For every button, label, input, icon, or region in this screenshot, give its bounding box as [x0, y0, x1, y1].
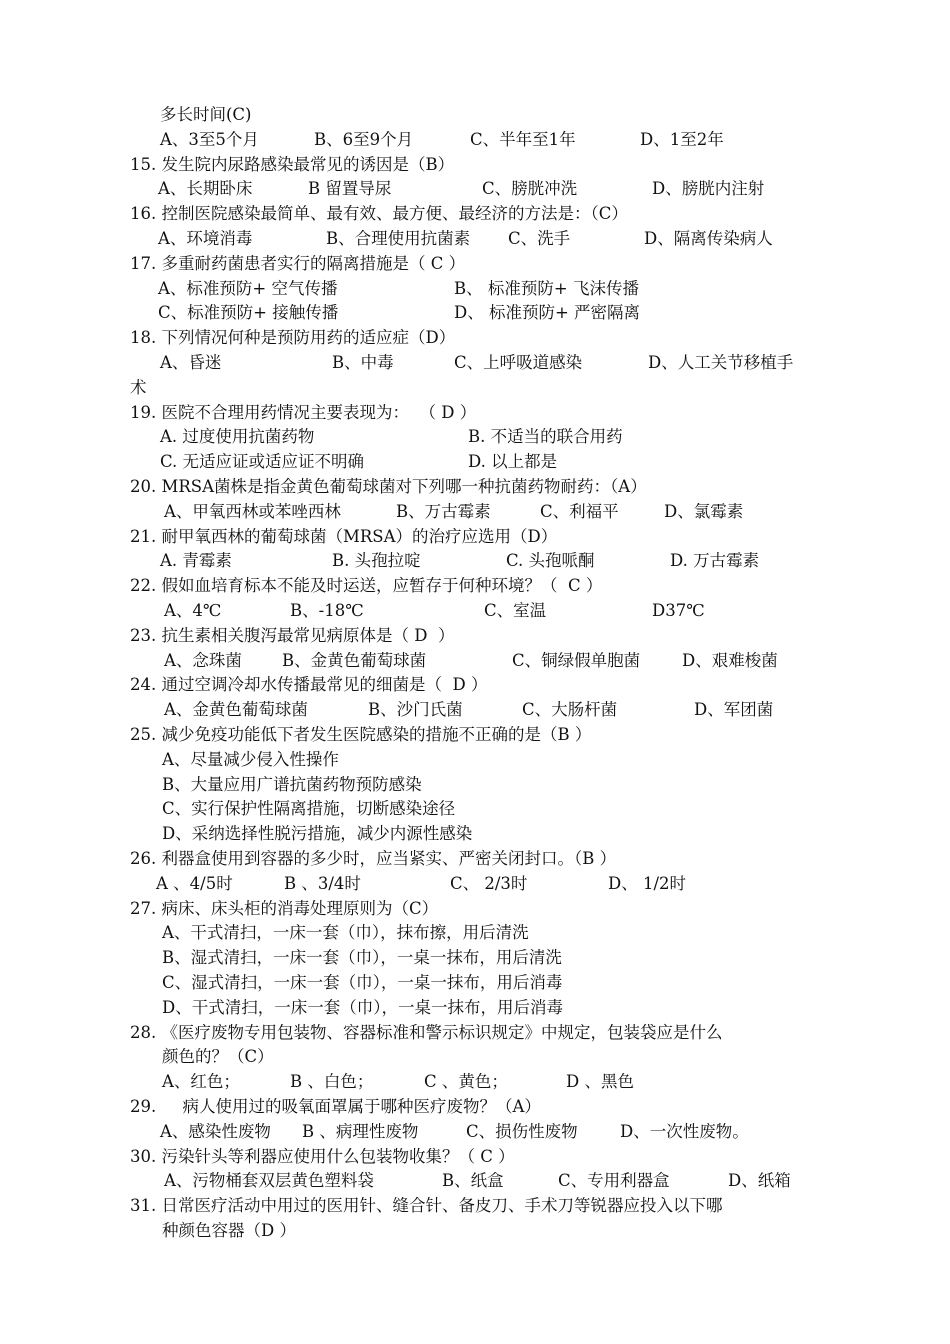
text-line: 21. 耐甲氧西林的葡萄球菌（MRSA）的治疗应选用（D） [130, 527, 558, 546]
answer-option: A、红色； [162, 1072, 240, 1091]
answer-option: B、合理使用抗菌素 [326, 229, 471, 248]
options-row [0, 426, 950, 450]
text-line: 17. 多重耐药菌患者实行的隔离措施是（ C ） [130, 254, 466, 273]
answer-option: D、氯霉素 [664, 502, 744, 521]
answer-option: A、4℃ [164, 601, 222, 620]
answer-option: D. 以上都是 [468, 452, 558, 471]
text-line: 31. 日常医疗活动中用过的医用针、缝合针、备皮刀、手术刀等锐器应投入以下哪 [130, 1196, 723, 1215]
answer-option: D. 万古霉素 [670, 551, 760, 570]
answer-option: D、人工关节移植手 [648, 353, 794, 372]
text-line: 30. 污染针头等利器应使用什么包装物收集？（ C ） [130, 1147, 515, 1166]
answer-option: B. 不适当的联合用药 [468, 427, 623, 446]
options-row [0, 873, 950, 897]
answer-option: A、标准预防+ 空气传播 [158, 279, 338, 298]
answer-option: B 、病理性废物 [302, 1122, 419, 1141]
options-row [0, 1121, 950, 1145]
answer-option: A、污物桶套双层黄色塑料袋 [164, 1171, 374, 1190]
answer-option: B、沙门氏菌 [368, 700, 463, 719]
answer-option: B、6至9个月 [314, 130, 414, 149]
answer-option: C、专用利器盒 [558, 1171, 670, 1190]
answer-option: C、损伤性废物 [466, 1122, 578, 1141]
answer-option: B、-18℃ [290, 601, 364, 620]
answer-option: A 、4/5时 [156, 874, 233, 893]
answer-option: D 、黑色 [566, 1072, 634, 1091]
options-row [0, 1071, 950, 1095]
answer-option: A、环境消毒 [158, 229, 253, 248]
text-line: 19. 医院不合理用药情况主要表现为： （ D ） [130, 403, 477, 422]
options-row [0, 600, 950, 624]
options-row [0, 352, 950, 376]
answer-option: B、 标准预防+ 飞沫传播 [454, 279, 639, 298]
answer-option: C、标准预防+ 接触传播 [158, 303, 339, 322]
options-row [0, 278, 950, 302]
answer-option: C. 无适应证或适应证不明确 [160, 452, 365, 471]
answer-option: C 、黄色； [424, 1072, 508, 1091]
text-line: A、尽量减少侵入性操作 [162, 750, 339, 769]
answer-option: A、3至5个月 [160, 130, 259, 149]
options-row [0, 178, 950, 202]
text-line: B、湿式清扫，一床一套（巾），一桌一抹布，用后清洗 [162, 948, 562, 967]
options-row [0, 129, 950, 153]
options-row [0, 550, 950, 574]
answer-option: C、膀胱冲洗 [482, 179, 578, 198]
answer-option: A、念珠菌 [164, 651, 242, 670]
answer-option: C、半年至1年 [470, 130, 576, 149]
answer-option: A. 青霉素 [160, 551, 232, 570]
text-line: 25. 减少免疫功能低下者发生医院感染的措施不正确的是（B ） [130, 725, 592, 744]
answer-option: B 、3/4时 [284, 874, 361, 893]
answer-option: C、 2/3时 [450, 874, 528, 893]
text-line: C、湿式清扫，一床一套（巾），一桌一抹布，用后消毒 [162, 973, 563, 992]
answer-option: B、金黄色葡萄球菌 [282, 651, 427, 670]
options-row [0, 650, 950, 674]
options-row [0, 451, 950, 475]
answer-option: B 留置导尿 [308, 179, 392, 198]
text-line: 多长时间(C) [160, 105, 252, 124]
answer-option: B、纸盒 [442, 1171, 504, 1190]
options-row [0, 699, 950, 723]
text-line: 28. 《医疗废物专用包装物、容器标准和警示标识规定》中规定，包装袋应是什么 [130, 1023, 723, 1042]
answer-option: B 、白色； [290, 1072, 374, 1091]
text-line: 29. 病人使用过的吸氧面罩属于哪种医疗废物？（A） [130, 1097, 541, 1116]
text-line: 22. 假如血培育标本不能及时运送，应暂存于何种环境？（ C ） [130, 576, 603, 595]
answer-option: D、1至2年 [640, 130, 724, 149]
text-line: 术 [130, 378, 147, 397]
answer-option: D、膀胱内注射 [652, 179, 765, 198]
text-line: 15. 发生院内尿路感染最常见的诱因是（B） [130, 155, 455, 174]
answer-option: A、长期卧床 [158, 179, 253, 198]
text-line: 颜色的？（C） [162, 1047, 274, 1066]
answer-option: C. 头孢哌酮 [506, 551, 595, 570]
text-line: 16. 控制医院感染最简单、最有效、最方便、最经济的方法是：（C） [130, 204, 628, 223]
answer-option: D、军团菌 [694, 700, 774, 719]
answer-option: A. 过度使用抗菌药物 [160, 427, 315, 446]
answer-option: A、感染性废物 [160, 1122, 271, 1141]
text-line: 24. 通过空调冷却水传播最常见的细菌是（ D ） [130, 675, 488, 694]
answer-option: B、万古霉素 [396, 502, 491, 521]
options-row [0, 1170, 950, 1194]
text-line: B、大量应用广谱抗菌药物预防感染 [162, 775, 422, 794]
answer-option: C、大肠杆菌 [522, 700, 618, 719]
text-line: D、采纳选择性脱污措施，减少内源性感染 [162, 824, 473, 843]
text-line: 26. 利器盒使用到容器的多少时，应当紧实、严密关闭封口。（B ） [130, 849, 617, 868]
answer-option: D、 1/2时 [608, 874, 687, 893]
answer-option: C、利福平 [540, 502, 619, 521]
answer-option: D、纸箱 [728, 1171, 791, 1190]
answer-option: D、隔离传染病人 [644, 229, 773, 248]
options-row [0, 501, 950, 525]
answer-option: A、甲氧西林或苯唑西林 [164, 502, 341, 521]
answer-option: B. 头孢拉啶 [332, 551, 421, 570]
options-row [0, 302, 950, 326]
text-line: 18. 下列情况何种是预防用药的适应症（D） [130, 328, 456, 347]
options-row [0, 228, 950, 252]
text-line: 20. MRSA菌株是指金黄色葡萄球菌对下列哪一种抗菌药物耐药：（A） [130, 477, 647, 496]
text-line: 23. 抗生素相关腹泻最常见病原体是（ D ） [130, 626, 455, 645]
answer-option: C、铜绿假单胞菌 [512, 651, 641, 670]
answer-option: A、昏迷 [160, 353, 222, 372]
answer-option: C、室温 [484, 601, 547, 620]
text-line: D、干式清扫，一床一套（巾），一桌一抹布，用后消毒 [162, 998, 563, 1017]
text-line: C、实行保护性隔离措施，切断感染途径 [162, 799, 456, 818]
answer-option: D、艰难梭菌 [682, 651, 778, 670]
answer-option: D、 标准预防+ 严密隔离 [454, 303, 641, 322]
answer-option: D37℃ [652, 601, 705, 620]
text-line: A、干式清扫，一床一套（巾），抹布擦，用后清洗 [162, 923, 529, 942]
answer-option: A、金黄色葡萄球菌 [164, 700, 308, 719]
text-line: 27. 病床、床头柜的消毒处理原则为（C） [130, 899, 439, 918]
answer-option: C、洗手 [508, 229, 571, 248]
answer-option: C、上呼吸道感染 [454, 353, 583, 372]
text-line: 种颜色容器（D ） [162, 1221, 296, 1240]
answer-option: D、一次性废物。 [620, 1122, 749, 1141]
answer-option: B、中毒 [332, 353, 394, 372]
